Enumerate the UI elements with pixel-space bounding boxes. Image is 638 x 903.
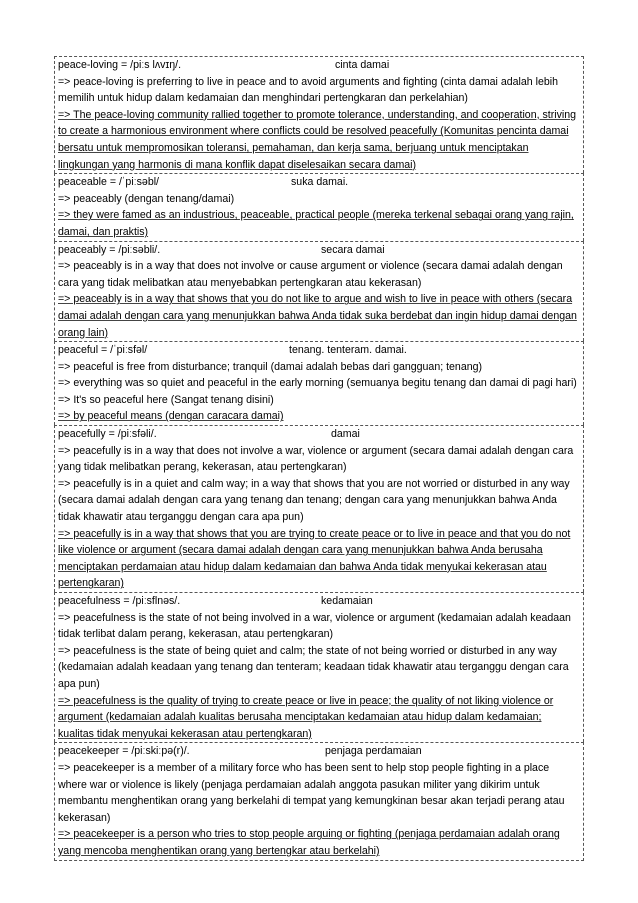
- definition-line: => peace-loving is preferring to live in peace and to avoid arguments and fighting (cinta damai adalah lebih memilih untuk hidup dalam kedamaian dan menghindari pertengkaran dan perkelahian): [58, 75, 558, 105]
- vocabulary-list: [54, 56, 584, 861]
- headword: peaceably = /piːsəbli/.: [58, 243, 161, 256]
- meaning: secara damai: [321, 243, 385, 256]
- entry-header: [58, 57, 580, 74]
- definition-line: => peaceful is free from disturbance; tranquil (damai adalah bebas dari gangguan; tenang): [58, 360, 483, 373]
- entry-peacefully: [54, 425, 584, 592]
- entry-header: [58, 242, 580, 259]
- definition-line: => peacefulness is the quality of trying to create peace or live in peace; the quality of not liking violence or argument (kedamaian adalah kualitas berusaha menciptakan kedamaian atau hidup dalam kedamaian; kualitas tidak menyukai kekerasan atau pertengkaran): [58, 694, 554, 740]
- meaning: kedamaian: [321, 595, 373, 607]
- example-line: => they were famed as an industrious, peaceable, practical people (mereka terkenal sebagai orang yang rajin, damai, dan praktis): [58, 209, 574, 238]
- entry-peaceably: [54, 241, 584, 342]
- entry-header: [58, 342, 580, 359]
- definition-line: => peacefully is in a way that does not involve a war, violence or argument (secara damai adalah dengan cara yang tidak melibatkan perang, kekerasan, atau pertengkaran): [58, 444, 574, 474]
- entry-peaceful: [54, 341, 584, 425]
- example-line: => It's so peaceful here (Sangat tenang disini): [58, 393, 274, 406]
- entry-header: [58, 174, 580, 191]
- headword: peaceful = /ˈpiːsfəl/: [58, 344, 148, 357]
- example-line: => The peace-loving community rallied together to promote tolerance, understanding, and cooperation, striving to create a harmonious environment where conflicts could be resolved peacefully (Komunitas pencinta damai bersatu untuk mempromosikan toleransi, pemahaman, dan kerja sama, berjuang untuk menciptakan lingkungan yang harmonis di mana konflik dapat diselesaikan secara damai): [58, 108, 577, 171]
- entry-peacekeeper: [54, 742, 584, 860]
- entry-peaceable: [54, 173, 584, 240]
- headword: peacefully = /piːsfəli/.: [58, 428, 157, 441]
- definition-line: => peaceably is in a way that does not involve or cause argument or violence (secara damai adalah dengan cara yang tidak melibatkan atau menyebabkan pertengkaran atau kekerasan): [58, 260, 563, 289]
- definition-line: => peacefulness is the state of being quiet and calm; the state of not being worried or disturbed in any way (kedamaian adalah keadaan yang tenang dan tenteram; keadaan tidak khawatir atau terganggu dengan cara apa pun): [58, 644, 569, 690]
- headword: peaceable = /ˈpiːsəbl/: [58, 176, 160, 189]
- entry-header: [58, 743, 580, 760]
- meaning: suka damai.: [291, 176, 349, 189]
- headword: peace-loving = /piːs lʌvɪŋ/.: [58, 59, 182, 71]
- definition-line: => peacekeeper is a person who tries to stop people arguing or fighting (penjaga perdamaian adalah orang yang mencoba menghentikan orang yang bertengkar atau berkelahi): [58, 828, 560, 857]
- definition-line: => peacekeeper is a member of a military force who has been sent to help stop people fighting in a place where war or violence is likely (penjaga perdamaian adalah anggota pasukan militer yang dikirim untuk membantu menghentikan orang yang berkelahi di tempat yang kemungkinan besar akan terjadi perang atau kekerasan): [58, 761, 565, 824]
- meaning: tenang. tenteram. damai.: [289, 344, 407, 357]
- entry-peacefulness: [54, 592, 584, 742]
- example-line: => by peaceful means (dengan caracara damai): [58, 410, 284, 423]
- headword: peacekeeper = /piːskiːpə(r)/.: [58, 745, 190, 758]
- example-line: => everything was so quiet and peaceful in the early morning (semuanya begitu tenang dan damai di pagi hari): [58, 377, 577, 390]
- definition-line: => peaceably (dengan tenang/damai): [58, 192, 235, 205]
- meaning: damai: [331, 428, 360, 441]
- definition-line: => peacefulness is the state of not being involved in a war, violence or argument (kedamaian adalah keadaan tidak terlibat dalam perang, kekerasan, atau pertengkaran): [58, 611, 571, 641]
- entry-peace-loving: [54, 56, 584, 173]
- entry-header: [58, 593, 580, 610]
- entry-header: [58, 426, 580, 443]
- definition-line: => peacefully is in a way that shows that you are trying to create peace or to live in peace and that you do not like violence or argument (secara damai adalah dengan cara yang menunjukkan bahwa Anda berusaha menciptakan perdamaian atau hidup dalam kedamaian dan bahwa Anda tidak menyukai kekerasan atau pertengkaran): [58, 527, 571, 590]
- meaning: penjaga perdamaian: [325, 745, 422, 758]
- meaning: cinta damai: [335, 59, 390, 71]
- definition-line: => peacefully is in a quiet and calm way; in a way that shows that you are not worried or disturbed in any way (secara damai adalah dengan cara yang tenang dan tenang; dengan cara yang menunjukkan bahwa Anda tidak khawatir atau terganggu dengan cara apa pun): [58, 477, 570, 524]
- headword: peacefulness = /piːsflnəs/.: [58, 595, 181, 607]
- definition-line: => peaceably is in a way that shows that you do not like to argue and wish to live in peace with others (secara damai adalah dengan cara yang menunjukkan bahwa Anda tidak suka berdebat dan ingin hidup damai dengan orang lain): [58, 293, 577, 339]
